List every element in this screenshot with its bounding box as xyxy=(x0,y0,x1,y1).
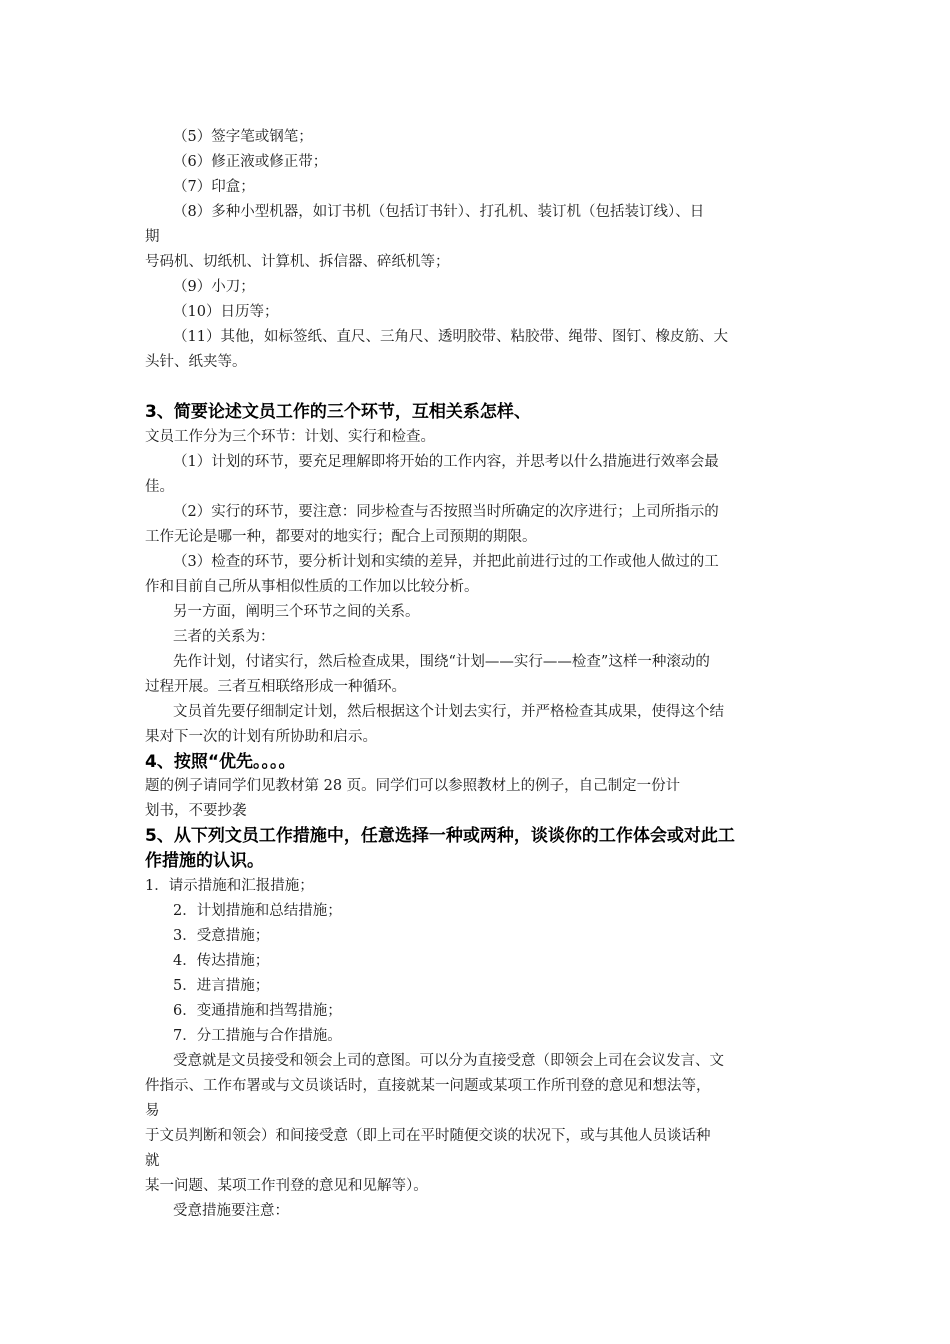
list-item: 5．进言措施； xyxy=(173,978,270,994)
list-item: （5）签字笔或钢笔； xyxy=(173,129,313,145)
paragraph-line: 于文员判断和领会）和间接受意（即上司在平时随便交谈的状况下，或与其他人员谈话种 xyxy=(145,1128,711,1144)
paragraph-line: 题的例子请同学们见教材第 28 页。同学们可以参照教材上的例子，自己制定一份计 xyxy=(145,778,681,794)
list-item: 3．受意措施； xyxy=(173,928,270,944)
paragraph-line: 作和目前自己所从事相似性质的工作加以比较分析。 xyxy=(145,579,479,595)
section-heading: 5、从下列文员工作措施中，任意选择一种或两种，谈谈你的工作体会或对此工 xyxy=(145,826,735,846)
list-item: （9）小刀； xyxy=(173,279,255,295)
paragraph-line: 文员首先要仔细制定计划，然后根据这个计划去实行，并严格检查其成果，使得这个结 xyxy=(173,704,724,720)
section-heading: 3、简要论述文员工作的三个环节，互相关系怎样、 xyxy=(145,402,531,422)
paragraph-line: 过程开展。三者互相联络形成一种循环。 xyxy=(145,679,406,695)
paragraph-line: 先作计划，付诸实行，然后检查成果，围绕“计划——实行——检查”这样一种滚动的 xyxy=(173,654,710,670)
list-item: 6．变通措施和挡驾措施； xyxy=(173,1003,342,1019)
paragraph-line: 受意措施要注意： xyxy=(173,1203,289,1219)
paragraph-line: 头针、纸夹等。 xyxy=(145,354,247,370)
paragraph-line: （1）计划的环节，要充足理解即将开始的工作内容，并思考以什么措施进行效率会最 xyxy=(173,454,719,470)
list-item: （7）印盒； xyxy=(173,179,255,195)
list-item: 2．计划措施和总结措施； xyxy=(173,903,342,919)
paragraph-line: 受意就是文员接受和领会上司的意图。可以分为直接受意（即领会上司在会议发言、文 xyxy=(173,1053,724,1069)
paragraph-line: 三者的关系为： xyxy=(173,629,275,645)
paragraph-line: 件指示、工作布署或与文员谈话时，直接就某一问题或某项工作所刊登的意见和想法等， xyxy=(145,1078,711,1094)
section-heading-continued: 作措施的认识。 xyxy=(145,851,264,871)
list-item: （8）多种小型机器，如订书机（包括订书针）、打孔机、装订机（包括装订线）、日 xyxy=(173,204,705,220)
list-item: （11）其他，如标签纸、直尺、三角尺、透明胶带、粘胶带、绳带、图钉、橡皮筋、大 xyxy=(173,329,728,345)
paragraph-line: 另一方面，阐明三个环节之间的关系。 xyxy=(173,604,420,620)
list-item: 4．传达措施； xyxy=(173,953,270,969)
paragraph-line: 号码机、切纸机、计算机、拆信器、碎纸机等； xyxy=(145,254,450,270)
list-item: 7．分工措施与合作措施。 xyxy=(173,1028,342,1044)
paragraph-line: 划书，不要抄袭 xyxy=(145,803,247,819)
paragraph-line: 文员工作分为三个环节：计划、实行和检查。 xyxy=(145,429,435,445)
paragraph-line: 果对下一次的计划有所协助和启示。 xyxy=(145,729,377,745)
list-item: （10）日历等； xyxy=(173,304,279,320)
paragraph-line: 就 xyxy=(145,1153,160,1169)
list-item: （6）修正液或修正带； xyxy=(173,154,328,170)
paragraph-line: 期 xyxy=(145,229,160,245)
paragraph-line: 某一问题、某项工作刊登的意见和见解等）。 xyxy=(145,1178,428,1194)
section-heading: 4、按照“优先。。。。 xyxy=(145,752,296,772)
paragraph-line: 易 xyxy=(145,1103,160,1119)
paragraph-line: 工作无论是哪一种，都要对的地实行；配合上司预期的期限。 xyxy=(145,529,537,545)
list-item: 1．请示措施和汇报措施； xyxy=(145,878,314,894)
paragraph-line: 佳。 xyxy=(145,479,174,495)
paragraph-line: （2）实行的环节，要注意：同步检查与否按照当时所确定的次序进行；上司所指示的 xyxy=(173,504,719,520)
paragraph-line: （3）检查的环节，要分析计划和实绩的差异，并把此前进行过的工作或他人做过的工 xyxy=(173,554,719,570)
